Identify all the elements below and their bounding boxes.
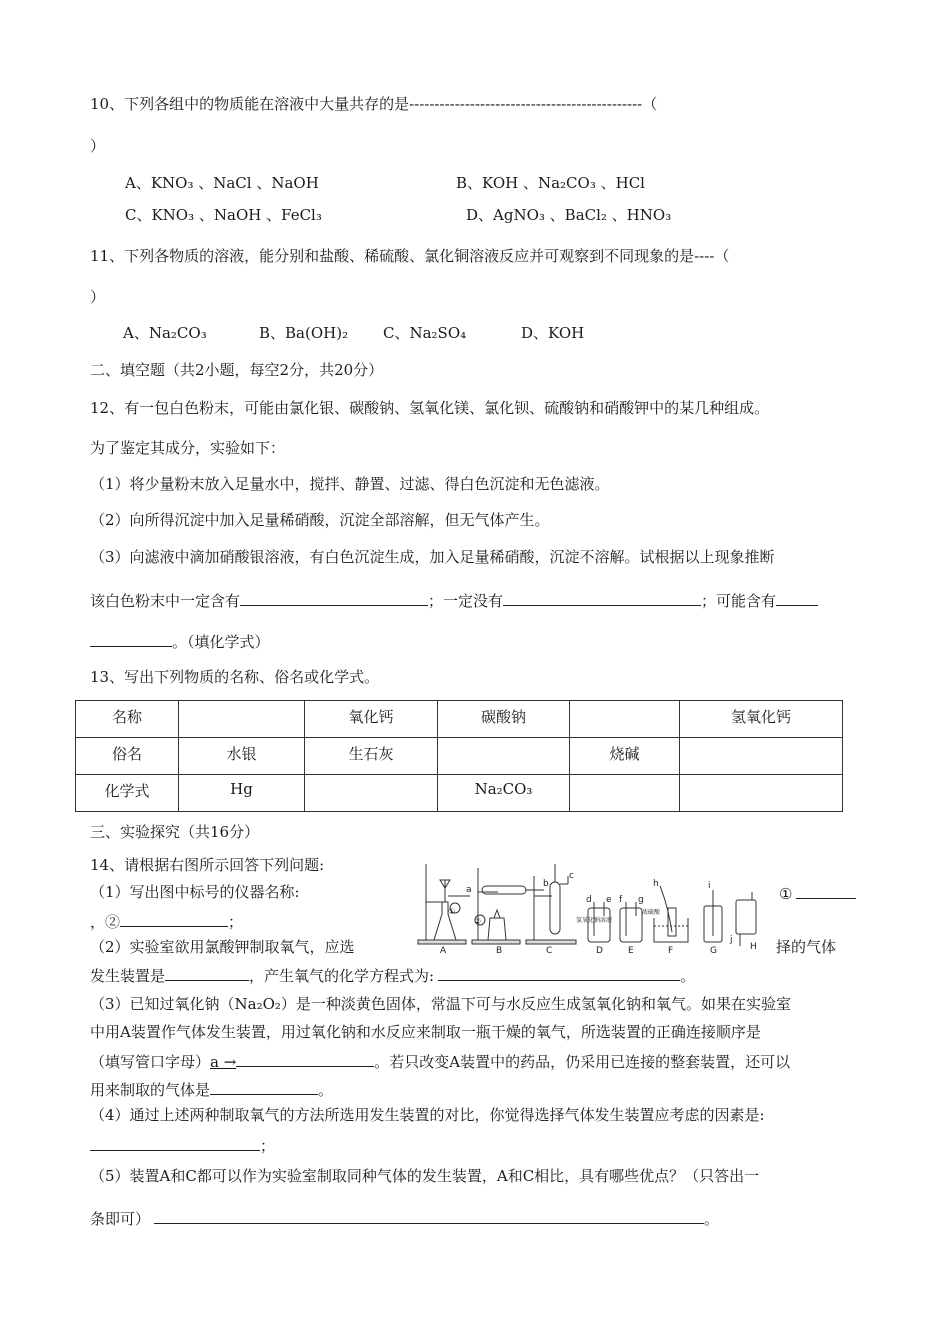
q12-step-1: （1）将少量粉末放入足量水中，搅拌、静置、过滤、得白色沉淀和无色滤液。 [90, 475, 610, 493]
fig-label-c: C [546, 946, 553, 954]
q14-part-2-c: 发生装置是 [90, 967, 166, 985]
table-cell: Hg [179, 775, 305, 812]
q14-blank-order[interactable] [236, 1050, 374, 1067]
q14-part-3-line-4 [90, 1078, 333, 1100]
fig-label-e: E [628, 946, 634, 954]
q10-option-a: A、KNO₃ 、NaCl 、NaOH [125, 174, 319, 192]
q14-part-2-e: 。 [680, 967, 696, 985]
q12-step-2: （2）向所得沉淀中加入足量稀硝酸，沉淀全部溶解，但无气体产生。 [90, 511, 550, 529]
q12-label-contains: 该白色粉末中一定含有 [90, 592, 241, 610]
q14-part-3-f: 。 [318, 1081, 334, 1099]
fig-port-i: i [708, 881, 711, 891]
q12-label-maybe: ；可能含有 [701, 592, 777, 610]
q11-stem: 11、下列各物质的溶液，能分别和盐酸、稀硫酸、氯化铜溶液反应并可观察到不同现象的是----（ [90, 247, 730, 265]
fig-mark-1: ① [448, 907, 456, 916]
q14-mark-1-label: ① [779, 885, 793, 903]
q12-line-1: 12、有一包白色粉末，可能由氯化银、碳酸钠、氢氧化镁、氯化钡、硫酸钠和硝酸钾中的某几种组成。 [90, 399, 770, 417]
table-cell[interactable] [438, 738, 570, 775]
q14-blank-advantage[interactable] [154, 1207, 704, 1224]
q14-blank-instrument-2[interactable] [120, 910, 228, 927]
fig-port-f: f [619, 895, 623, 905]
table-cell: 碳酸钠 [438, 701, 570, 738]
q14-mark-2-label: ，② [90, 913, 121, 931]
q11-close: ） [90, 288, 106, 306]
q12-answer-line-2 [90, 630, 270, 652]
q12-blank-excludes[interactable] [503, 589, 701, 606]
fig-label-h: H [750, 942, 757, 952]
fig-port-b: b [543, 879, 549, 889]
table-cell: 水银 [179, 738, 305, 775]
table-cell: 化学式 [76, 775, 179, 812]
q14-blank-instrument-1[interactable] [796, 882, 856, 899]
q14-part-5-line-2 [90, 1207, 719, 1229]
apparatus-figure [416, 856, 768, 954]
q14-part-5-a: （5）装置A和C都可以作为实验室制取同种气体的发生装置，A和C相比，具有哪些优点？（只答出一 [90, 1167, 760, 1185]
q14-part-3-d: 。若只改变A装置中的药品，仍采用已连接的整套装置，还可以 [374, 1053, 791, 1071]
q14-part-2-line-2 [90, 964, 695, 986]
fig-port-c: c [569, 871, 574, 881]
table-cell: Na₂CO₃ [438, 775, 570, 812]
q14-blank-other-gas[interactable] [210, 1078, 318, 1095]
table-cell: 氧化钙 [305, 701, 438, 738]
table-row [76, 701, 843, 738]
q14-part-2-b: 择的气体 [776, 938, 837, 956]
table-cell[interactable] [680, 775, 843, 812]
table-cell[interactable] [570, 701, 680, 738]
q10-option-b: B、KOH 、Na₂CO₃ 、HCl [456, 174, 645, 192]
section-2-heading: 二、填空题（共2小题，每空2分，共20分） [90, 361, 384, 379]
q14-part-1: （1）写出图中标号的仪器名称: [90, 883, 300, 901]
table-cell: 生石灰 [305, 738, 438, 775]
q14-part-3-e: 用来制取的气体是 [90, 1081, 211, 1099]
q14-part-4-line-2 [90, 1134, 275, 1156]
table-cell[interactable] [179, 701, 305, 738]
table-cell[interactable] [570, 775, 680, 812]
q14-part-3-line-3 [90, 1050, 790, 1072]
q14-part-1-end: ； [228, 913, 244, 931]
table-cell[interactable] [305, 775, 438, 812]
q11-option-a: A、Na₂CO₃ [123, 324, 207, 342]
fig-bottle-d-text: 氢氧化钠溶液 [576, 917, 613, 924]
q14-part-4-end: ； [260, 1137, 276, 1155]
q14-part-5-end: 。 [704, 1210, 720, 1228]
fig-bottle-e-text: 浓硫酸 [642, 909, 661, 916]
q14-part-4: （4）通过上述两种制取氧气的方法所选用发生装置的对比，你觉得选择气体发生装置应考虑的因素是: [90, 1106, 765, 1124]
q14-stem: 14、请根据右图所示回答下列问题: [90, 856, 325, 874]
fig-port-e: e [606, 895, 612, 905]
q12-blank-contains[interactable] [240, 589, 428, 606]
q14-part-3-c: （填写管口字母） [90, 1053, 211, 1071]
fig-port-g: g [638, 895, 644, 905]
table-cell: 氢氧化钙 [680, 701, 843, 738]
table-cell: 俗名 [76, 738, 179, 775]
fig-mark-2: ② [474, 917, 482, 926]
q10-close: ） [90, 137, 106, 155]
fig-label-g: G [710, 946, 717, 954]
table-cell[interactable] [680, 738, 843, 775]
fig-label-b: B [496, 946, 503, 954]
fig-label-a: A [440, 946, 447, 954]
q14-part-2-d: ，产生氧气的化学方程式为: [249, 967, 435, 985]
q10-stem: 10、下列各组中的物质能在溶液中大量共存的是----------------------------------------------（ [90, 95, 658, 113]
q11-option-b: B、Ba(OH)₂ [259, 324, 349, 342]
table-cell: 名称 [76, 701, 179, 738]
q10-option-c: C、KNO₃ 、NaOH 、FeCl₃ [125, 206, 322, 224]
q14-blank-generator[interactable] [165, 964, 249, 981]
q11-option-c: C、Na₂SO₄ [383, 324, 467, 342]
q14-part-1-line-2 [90, 910, 243, 932]
apparatus-diagram [416, 856, 768, 954]
fig-port-a: a [466, 885, 472, 895]
q10-option-d: D、AgNO₃ 、BaCl₂ 、HNO₃ [466, 206, 672, 224]
q14-part-2-a: （2）实验室欲用氯酸钾制取氧气，应选 [90, 938, 355, 956]
q12-blank-maybe-cont[interactable] [90, 630, 172, 647]
q13-table [75, 700, 843, 812]
fig-label-f: F [668, 946, 674, 954]
q12-line-2: 为了鉴定其成分，实验如下： [90, 439, 286, 457]
q12-answer-line [90, 589, 818, 611]
q12-end: 。（填化学式） [172, 633, 270, 651]
q12-blank-maybe[interactable] [776, 589, 818, 606]
fig-port-d: d [586, 895, 592, 905]
q14-part-5-b: 条即可） [90, 1210, 151, 1228]
q12-step-3: （3）向滤液中滴加硝酸银溶液，有白色沉淀生成，加入足量稀硝酸，沉淀不溶解。试根据以上现象推断 [90, 548, 775, 566]
q14-part-3-b: 中用A装置作气体发生装置，用过氧化钠和水反应来制取一瓶干燥的氧气，所选装置的正确连接顺序是 [90, 1023, 761, 1041]
q11-option-d: D、KOH [521, 324, 585, 342]
fig-port-j: j [730, 935, 733, 945]
table-cell: 烧碱 [570, 738, 680, 775]
fig-port-h: h [653, 879, 659, 889]
table-row [76, 738, 843, 775]
q12-label-excludes: ；一定没有 [428, 592, 504, 610]
fig-label-d: D [596, 946, 603, 954]
q14-part-3-a: （3）已知过氧化钠（Na₂O₂）是一种淡黄色固体，常温下可与水反应生成氢氧化钠和氧气。如果在实验室 [90, 995, 791, 1013]
section-3-heading: 三、实验探究（共16分） [90, 823, 260, 841]
table-row [76, 775, 843, 812]
q13-stem: 13、写出下列物质的名称、俗名或化学式。 [90, 668, 380, 686]
q14-blank-equation[interactable] [438, 964, 680, 981]
q14-blank-factors[interactable] [90, 1134, 260, 1151]
q14-mark-1 [779, 882, 856, 904]
q14-part-3-arrow: a → [210, 1053, 237, 1071]
